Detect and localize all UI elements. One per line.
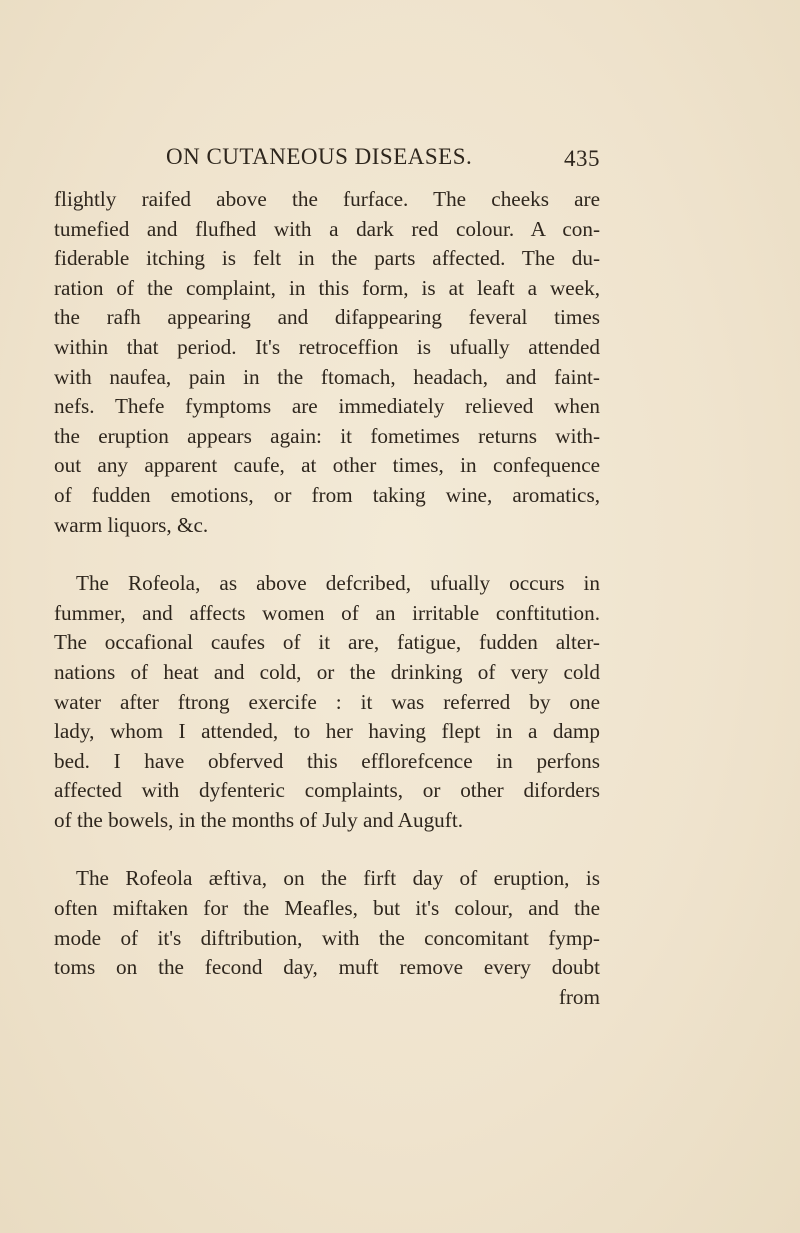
text-line: tumefied and flufhed with a dark red colour. A con- (54, 216, 600, 241)
paragraph-gap (54, 540, 600, 569)
paragraph-2 (54, 569, 600, 835)
text-line: bed. I have obferved this efflorefcence in perfons (54, 748, 600, 773)
text-line: warm liquors, &c. (54, 512, 209, 537)
page-number: 435 (564, 146, 600, 171)
text-line: fummer, and affects women of an irritable conftitution. (54, 600, 600, 625)
page-header (166, 140, 600, 180)
paragraph-1 (54, 185, 600, 540)
text-line: within that period. It's retroceffion is ufually attended (54, 334, 600, 359)
text-line: ration of the complaint, in this form, is at leaft a week, (54, 275, 600, 300)
paragraph-gap (54, 835, 600, 864)
running-title: ON CUTANEOUS DISEASES. (166, 144, 473, 169)
text-line: toms on the fecond day, muft remove every doubt (54, 955, 600, 980)
catchword: from (558, 984, 600, 1009)
text-line: The Rofeola æftiva, on the firft day of eruption, is (76, 866, 600, 891)
text-line: The Rofeola, as above defcribed, ufually occurs in (76, 571, 600, 596)
paragraph-3 (54, 864, 600, 1012)
text-line: fiderable itching is felt in the parts affected. The du- (54, 246, 600, 271)
text-line: lady, whom I attended, to her having flept in a damp (54, 719, 600, 744)
text-line: flightly raifed above the furface. The cheeks are (54, 187, 600, 211)
text-line: out any apparent caufe, at other times, in confequence (54, 453, 600, 478)
text-line: nations of heat and cold, or the drinking of very cold (54, 659, 600, 684)
text-line: The occafional caufes of it are, fatigue, fudden alter- (54, 630, 600, 655)
text-line: of the bowels, in the months of July and Auguft. (54, 807, 463, 832)
text-line: nefs. Thefe fymptoms are immediately relieved when (54, 394, 600, 419)
text-line: affected with dyfenteric complaints, or other diforders (54, 778, 600, 803)
text-line: of fudden emotions, or from taking wine, aromatics, (54, 482, 600, 507)
text-line: the rafh appearing and difappearing feveral times (54, 305, 600, 330)
body-text (54, 185, 600, 1012)
text-line: with naufea, pain in the ftomach, headach, and faint- (54, 364, 600, 389)
text-line: mode of it's diftribution, with the concomitant fymp- (54, 925, 600, 950)
text-line: the eruption appears again: it fometimes returns with- (54, 423, 600, 448)
text-line: water after ftrong exercife : it was referred by one (54, 689, 600, 714)
text-line: often miftaken for the Meafles, but it's colour, and the (54, 896, 600, 921)
